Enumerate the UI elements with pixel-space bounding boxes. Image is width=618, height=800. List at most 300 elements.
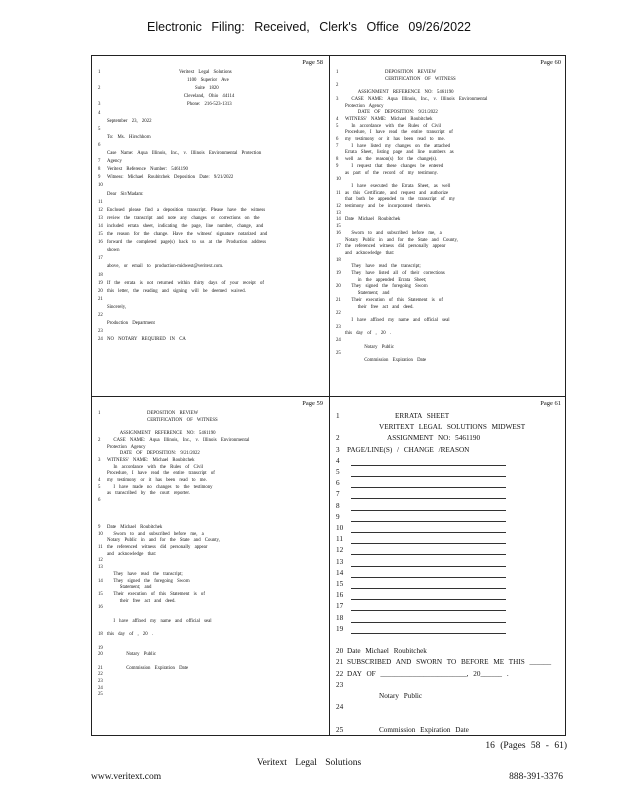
transcript-line <box>98 592 205 598</box>
line-number: 18 <box>336 257 341 263</box>
transcript-line <box>98 491 190 497</box>
transcript-line <box>98 424 107 430</box>
line-text: their free act and deed. <box>357 304 414 310</box>
page-label: Page 58 <box>302 59 323 66</box>
transcript-line <box>336 489 506 499</box>
line-number: 9 <box>336 512 340 521</box>
line-number: 2 <box>336 434 340 443</box>
line-number: 17 <box>336 602 344 611</box>
transcript-line <box>98 240 266 246</box>
errata-blank-line[interactable] <box>351 471 506 477</box>
transcript-line <box>336 124 441 130</box>
transcript-line <box>98 151 261 157</box>
transcript-line <box>336 97 487 103</box>
line-text: CASE NAME: Aqua Illinois, Inc., v. Illinois Environmental <box>351 96 488 102</box>
errata-blank-line[interactable] <box>351 628 506 634</box>
line-number: 22 <box>98 672 103 678</box>
line-text: I have affixed my name and official seal <box>351 317 450 323</box>
line-number: 10 <box>336 524 344 532</box>
line-number: 9 <box>98 175 101 181</box>
transcript-line <box>336 110 438 116</box>
transcript-line <box>336 691 422 701</box>
transcript-line <box>98 465 203 471</box>
line-text: DAY OF ________________________, 20______ . <box>347 669 509 678</box>
line-number: 15 <box>336 224 341 230</box>
errata-blank-line[interactable] <box>351 561 506 567</box>
transcript-line <box>98 78 229 84</box>
transcript-line <box>98 224 263 230</box>
line-text: Sworn to and subscribed before me, a <box>351 230 442 236</box>
transcript-line <box>98 232 267 238</box>
line-text: They have listed all of their corrections <box>351 271 445 276</box>
line-number: 11 <box>336 535 343 544</box>
line-text: in the appended Errata Sheet; <box>357 277 427 283</box>
transcript-line <box>98 532 204 538</box>
line-text: To: Ms. Hirschhorn <box>107 134 151 140</box>
transcript-line <box>336 590 506 600</box>
line-number: 2 <box>336 83 339 89</box>
line-text: Statement; and <box>357 291 390 297</box>
errata-blank-line[interactable] <box>351 594 506 600</box>
transcript-line <box>98 659 107 665</box>
line-number: 22 <box>98 313 103 318</box>
transcript-line <box>336 251 394 257</box>
transcript-line <box>336 501 506 511</box>
line-number: 3 <box>336 445 340 454</box>
transcript-line <box>98 471 215 477</box>
line-text: shown <box>107 248 120 254</box>
line-number: 6 <box>336 137 339 142</box>
transcript-line <box>98 418 218 424</box>
line-number: 14 <box>336 568 344 577</box>
transcript-line <box>98 605 107 611</box>
line-text: DEPOSITION REVIEW <box>147 411 199 416</box>
line-text: Commission Expiration Date <box>364 358 427 364</box>
line-number: 16 <box>98 240 103 246</box>
line-text: and acknowledge that: <box>107 551 157 557</box>
transcript-line <box>336 318 450 324</box>
line-number: 13 <box>336 557 344 566</box>
transcript-line <box>98 686 107 692</box>
transcript-line <box>336 150 454 156</box>
transcript-line <box>98 599 176 605</box>
transcript-line <box>98 321 155 327</box>
page-60 <box>330 56 567 396</box>
line-number: 4 <box>98 110 101 116</box>
line-text: DEPOSITION REVIEW <box>385 70 437 75</box>
errata-blank-line[interactable] <box>351 605 506 611</box>
line-number: 1 <box>98 411 101 416</box>
line-number: 24 <box>336 338 341 343</box>
line-number: 5 <box>98 484 101 490</box>
line-number: 16 <box>336 591 344 600</box>
line-number: 2 <box>98 437 101 443</box>
line-text: Notary Public <box>364 344 394 350</box>
transcript-line <box>336 411 449 421</box>
line-text: well as the reason(s) for the change(s). <box>345 157 438 163</box>
line-number: 3 <box>336 96 339 102</box>
line-number: 25 <box>336 351 341 357</box>
transcript-line <box>98 200 107 206</box>
transcript-line <box>98 273 107 279</box>
transcript-line <box>336 117 433 123</box>
transcript-line <box>336 298 443 304</box>
page-label: Page 60 <box>540 59 561 66</box>
line-number: 5 <box>336 468 340 476</box>
line-text: Notary Public in and for the State and County, <box>345 237 458 243</box>
line-text: forward the completed page(s) back to us at the Production address <box>107 240 266 246</box>
line-text: If the errata is not returned within thirty days of your receipt of <box>107 280 264 286</box>
transcript-line <box>336 680 347 690</box>
transcript-line <box>98 445 146 451</box>
line-text: Notary Public <box>379 692 423 700</box>
line-text: DATE OF DEPOSITION: 9/21/2022 <box>357 110 438 116</box>
line-number: 14 <box>98 578 103 584</box>
transcript-line <box>98 458 195 464</box>
errata-blank-line[interactable] <box>351 583 506 589</box>
transcript-line <box>336 345 394 351</box>
transcript-line <box>336 422 525 432</box>
transcript-line <box>336 184 450 190</box>
line-text: review the transcript and note any changes or corrections on the <box>107 215 260 221</box>
line-text: I have executed the Errata Sheet, as well <box>351 183 451 189</box>
line-text: In accordance with the Rules of Civil <box>351 123 442 129</box>
line-text: PAGE/LINE(S) / CHANGE /REASON <box>347 445 470 454</box>
transcript-line <box>98 585 151 591</box>
line-number: 16 <box>98 605 103 611</box>
line-number: 25 <box>98 692 103 698</box>
line-text: Phone: 216-523-1313 <box>187 102 232 108</box>
transcript-line <box>336 646 427 656</box>
errata-blank-line[interactable] <box>351 549 506 555</box>
transcript-line <box>336 478 506 488</box>
errata-blank-line[interactable] <box>351 493 506 499</box>
transcript-line <box>98 612 107 618</box>
line-number: 19 <box>336 271 341 276</box>
line-text: I have made no changes to the testimony <box>113 484 213 490</box>
transcript-line <box>336 77 456 83</box>
line-number: 19 <box>98 280 103 286</box>
line-text: I have listed my changes on the attached <box>351 143 451 149</box>
transcript-line <box>336 713 347 723</box>
line-text: They signed the foregoing Sworn <box>351 284 428 290</box>
transcript-line <box>98 102 232 108</box>
transcript-line <box>98 478 207 484</box>
transcript-line <box>336 512 506 522</box>
line-number: 9 <box>98 524 101 530</box>
line-text: ASSIGNMENT REFERENCE NO: 5461190 <box>119 431 216 437</box>
errata-blank-line[interactable] <box>351 527 506 533</box>
transcript-line <box>98 143 107 149</box>
transcript-line <box>336 613 506 623</box>
line-number: 21 <box>98 665 103 671</box>
line-number: 8 <box>336 157 339 163</box>
transcript-line <box>336 445 469 455</box>
line-text: Errata Sheet, listing page and line numbers as <box>345 150 454 156</box>
line-number: 17 <box>336 244 341 250</box>
line-text: Their execution of this Statement is of <box>351 297 443 303</box>
line-text: DATE OF DEPOSITION: 9/21/2022 <box>119 451 200 457</box>
line-text: as part of the record of my testimony. <box>345 170 438 176</box>
line-number: 24 <box>98 337 103 343</box>
line-text: as transcribed by the court reporter. <box>107 491 190 497</box>
transcript-line <box>336 669 509 679</box>
line-text: this letter, the reading and signing will be deemed waived. <box>107 288 246 294</box>
page-59 <box>92 397 329 737</box>
transcript-line <box>336 557 506 567</box>
line-number: 19 <box>98 645 103 651</box>
transcript-line <box>98 159 122 165</box>
line-number: 12 <box>336 546 344 555</box>
transcript-line <box>98 505 107 511</box>
transcript-line <box>336 624 506 634</box>
transcript-line <box>98 127 107 133</box>
errata-blank-line[interactable] <box>351 460 506 466</box>
line-text: Procedure, I have read the entire transcript of <box>345 130 453 136</box>
transcript-line <box>336 311 345 317</box>
line-number: 12 <box>336 204 341 209</box>
line-text: Agency <box>107 159 122 165</box>
transcript-line <box>336 331 391 337</box>
transcript-line <box>98 498 107 504</box>
transcript-line <box>336 238 458 244</box>
line-number: 10 <box>98 183 103 189</box>
line-number: 10 <box>336 177 341 183</box>
errata-blank-line[interactable] <box>351 572 506 578</box>
transcript-line <box>336 90 454 96</box>
line-text: VERITEXT LEGAL SOLUTIONS MIDWEST <box>379 423 526 432</box>
transcript-line <box>98 175 233 181</box>
transcript-line <box>98 431 216 437</box>
line-text: I have affixed my name and official seal <box>113 618 212 624</box>
transcript-line <box>336 244 445 250</box>
errata-blank-line[interactable] <box>351 505 506 511</box>
line-number: 8 <box>336 501 340 510</box>
transcript-line <box>336 545 506 555</box>
page-label: Page 59 <box>302 400 323 407</box>
transcript-line <box>98 119 152 125</box>
line-number: 21 <box>336 658 344 667</box>
transcript-line <box>336 83 345 89</box>
line-number: 13 <box>98 215 103 221</box>
line-text: 1100 Superior Ave <box>187 78 229 84</box>
transcript-line <box>336 568 506 578</box>
transcript-line <box>98 289 246 295</box>
line-text: CERTIFICATION OF WITNESS <box>147 417 218 423</box>
line-text: Veritext Reference Number: 5461190 <box>107 167 188 173</box>
transcript-line <box>336 211 345 217</box>
line-text: testimony and be incorporated therein. <box>345 204 431 209</box>
page-61 <box>330 397 567 737</box>
line-number: 15 <box>98 591 103 597</box>
filing-header: Electronic Filing: Received, Clerk's Office 09/26/2022 <box>147 20 471 34</box>
line-text: WITNESS' NAME: Michael Roubitchek <box>107 457 195 463</box>
line-text: Dear Sir/Madam: <box>107 191 144 197</box>
transcript-line <box>336 164 443 170</box>
line-text: my testimony or it has been read to me. <box>107 478 207 483</box>
line-text: SUBSCRIBED AND SWORN TO BEFORE ME THIS ______ <box>347 658 552 667</box>
line-text: my testimony or it has been read to me. <box>345 137 445 142</box>
transcript-line <box>98 679 107 685</box>
line-text: Protection Agency <box>345 103 384 109</box>
line-text: their free act and deed. <box>119 598 176 604</box>
line-number: 19 <box>336 624 344 633</box>
line-number: 12 <box>98 558 103 564</box>
line-text: the reason for the change. Have the witness' signature notarized and <box>107 232 268 237</box>
line-text: In accordance with the Rules of Civil <box>113 464 204 470</box>
transcript-line <box>98 692 107 698</box>
line-text: above, or email to production-midwest@veritext.com. <box>107 264 224 270</box>
transcript-line <box>336 325 345 331</box>
line-number: 1 <box>98 70 101 75</box>
line-text: September 23, 2022 <box>107 118 152 124</box>
transcript-line <box>98 639 107 645</box>
transcript-line <box>336 231 442 237</box>
footer-company: Veritext Legal Solutions <box>256 758 362 768</box>
transcript-line <box>98 646 107 652</box>
transcript-line <box>98 579 190 585</box>
line-text: the referenced witness did personally appear <box>107 545 208 550</box>
line-text: CASE NAME: Aqua Illinois, Inc., v. Illinois Environmental <box>113 437 250 443</box>
line-text: the referenced witness did personally appear <box>345 244 446 250</box>
transcript-line <box>336 523 506 533</box>
transcript-line <box>336 291 389 297</box>
transcript-line <box>98 672 107 678</box>
transcript-line <box>336 137 445 143</box>
line-text: They signed the foregoing Sworn <box>113 578 190 584</box>
transcript-line <box>98 337 186 343</box>
line-number: 23 <box>336 680 344 689</box>
transcript-line <box>336 264 421 270</box>
transcript-line <box>98 313 107 319</box>
transcript-line <box>336 579 506 589</box>
line-number: 4 <box>336 116 339 122</box>
line-text: that both be appended to the transcript of my <box>345 197 456 203</box>
transcript-line <box>336 358 426 364</box>
transcript-line <box>98 264 223 270</box>
line-number: 6 <box>98 142 101 148</box>
transcript-line <box>336 217 400 223</box>
transcript-line <box>336 258 345 264</box>
transcript-line <box>98 411 198 417</box>
transcript-line <box>98 86 219 92</box>
line-text: ASSIGNMENT NO: 5461190 <box>387 434 481 443</box>
line-number: 3 <box>98 457 101 463</box>
line-number: 15 <box>336 580 344 588</box>
line-number: 20 <box>336 647 344 656</box>
line-number: 21 <box>336 297 341 303</box>
transcript-line <box>336 702 347 712</box>
line-number: 24 <box>336 703 344 712</box>
transcript-line <box>98 281 264 287</box>
line-text: Notary Public <box>126 652 156 658</box>
line-number: 20 <box>336 284 341 290</box>
line-number: 2 <box>98 86 101 92</box>
line-text: Date Michael Roubitchek <box>345 217 401 223</box>
line-text: ASSIGNMENT REFERENCE NO: 5461190 <box>357 90 454 96</box>
transcript-line <box>98 192 143 198</box>
transcript-line <box>98 558 107 564</box>
transcript-line <box>336 635 347 645</box>
line-text: Witness: Michael Roubitchek Deposition Date: 9/21/2022 <box>107 175 234 181</box>
line-number: 10 <box>98 531 103 537</box>
line-number: 4 <box>98 478 101 483</box>
line-number: 23 <box>98 679 103 684</box>
transcript-line <box>98 565 107 571</box>
line-text: Sincerely, <box>107 304 127 310</box>
page-58 <box>92 56 329 396</box>
line-text: I request that these changes be entered <box>351 163 444 169</box>
line-number: 16 <box>336 230 341 236</box>
transcript-line <box>98 329 107 335</box>
transcript-line <box>336 224 345 230</box>
transcript-line <box>98 305 126 311</box>
transcript-line <box>98 248 120 254</box>
line-text: Notary Public in and for the State and County, <box>107 538 220 544</box>
transcript-line <box>336 271 445 277</box>
footer-phone: 888-391-3376 <box>509 772 563 782</box>
line-text: Date Michael Roubitchek <box>347 647 427 656</box>
transcript-line <box>336 351 345 357</box>
line-text: Commission Expiration Date <box>126 665 189 671</box>
line-number: 11 <box>98 545 103 550</box>
transcript-line <box>98 518 107 524</box>
line-number: 21 <box>98 296 103 302</box>
line-text: Protection Agency <box>107 444 146 450</box>
transcript-line <box>336 725 469 735</box>
line-text: this day of , 20 . <box>345 331 392 337</box>
transcript-line <box>98 216 260 222</box>
line-number: 23 <box>336 324 341 330</box>
transcript-line <box>98 70 232 76</box>
transcript-line <box>98 94 234 100</box>
line-number: 18 <box>336 613 344 622</box>
transcript-line <box>336 338 345 344</box>
line-number: 20 <box>98 652 103 658</box>
line-text: ERRATA SHEET <box>395 412 450 420</box>
transcript-grid <box>91 55 566 736</box>
line-text: as this Certificate, and request and authorize <box>345 190 449 196</box>
transcript-line <box>98 111 107 117</box>
line-number: 1 <box>336 412 340 420</box>
line-text: CERTIFICATION OF WITNESS <box>385 76 456 82</box>
transcript-line <box>98 512 107 518</box>
line-text: Veritext Legal Solutions <box>179 70 232 75</box>
transcript-line <box>336 157 437 163</box>
line-number: 18 <box>98 272 103 278</box>
errata-blank-line[interactable] <box>351 516 506 522</box>
transcript-line <box>98 625 107 631</box>
transcript-line <box>336 70 436 76</box>
transcript-line <box>98 666 188 672</box>
errata-blank-line[interactable] <box>351 538 506 544</box>
transcript-line <box>336 197 455 203</box>
transcript-line <box>336 601 506 611</box>
line-text: Production Department <box>107 321 155 327</box>
transcript-line <box>98 632 153 638</box>
line-text: Cleveland, Ohio 44114 <box>183 94 235 100</box>
line-number: 24 <box>98 685 103 691</box>
pages-range: 16 (Pages 58 - 61) <box>485 741 567 751</box>
transcript-line <box>98 552 156 558</box>
transcript-line <box>336 171 438 177</box>
footer-website[interactable]: www.veritext.com <box>91 772 162 782</box>
errata-blank-line[interactable] <box>351 617 506 623</box>
errata-blank-line[interactable] <box>351 482 506 488</box>
line-number: 1 <box>336 70 339 75</box>
line-number: 7 <box>98 159 101 165</box>
transcript-line <box>98 451 200 457</box>
